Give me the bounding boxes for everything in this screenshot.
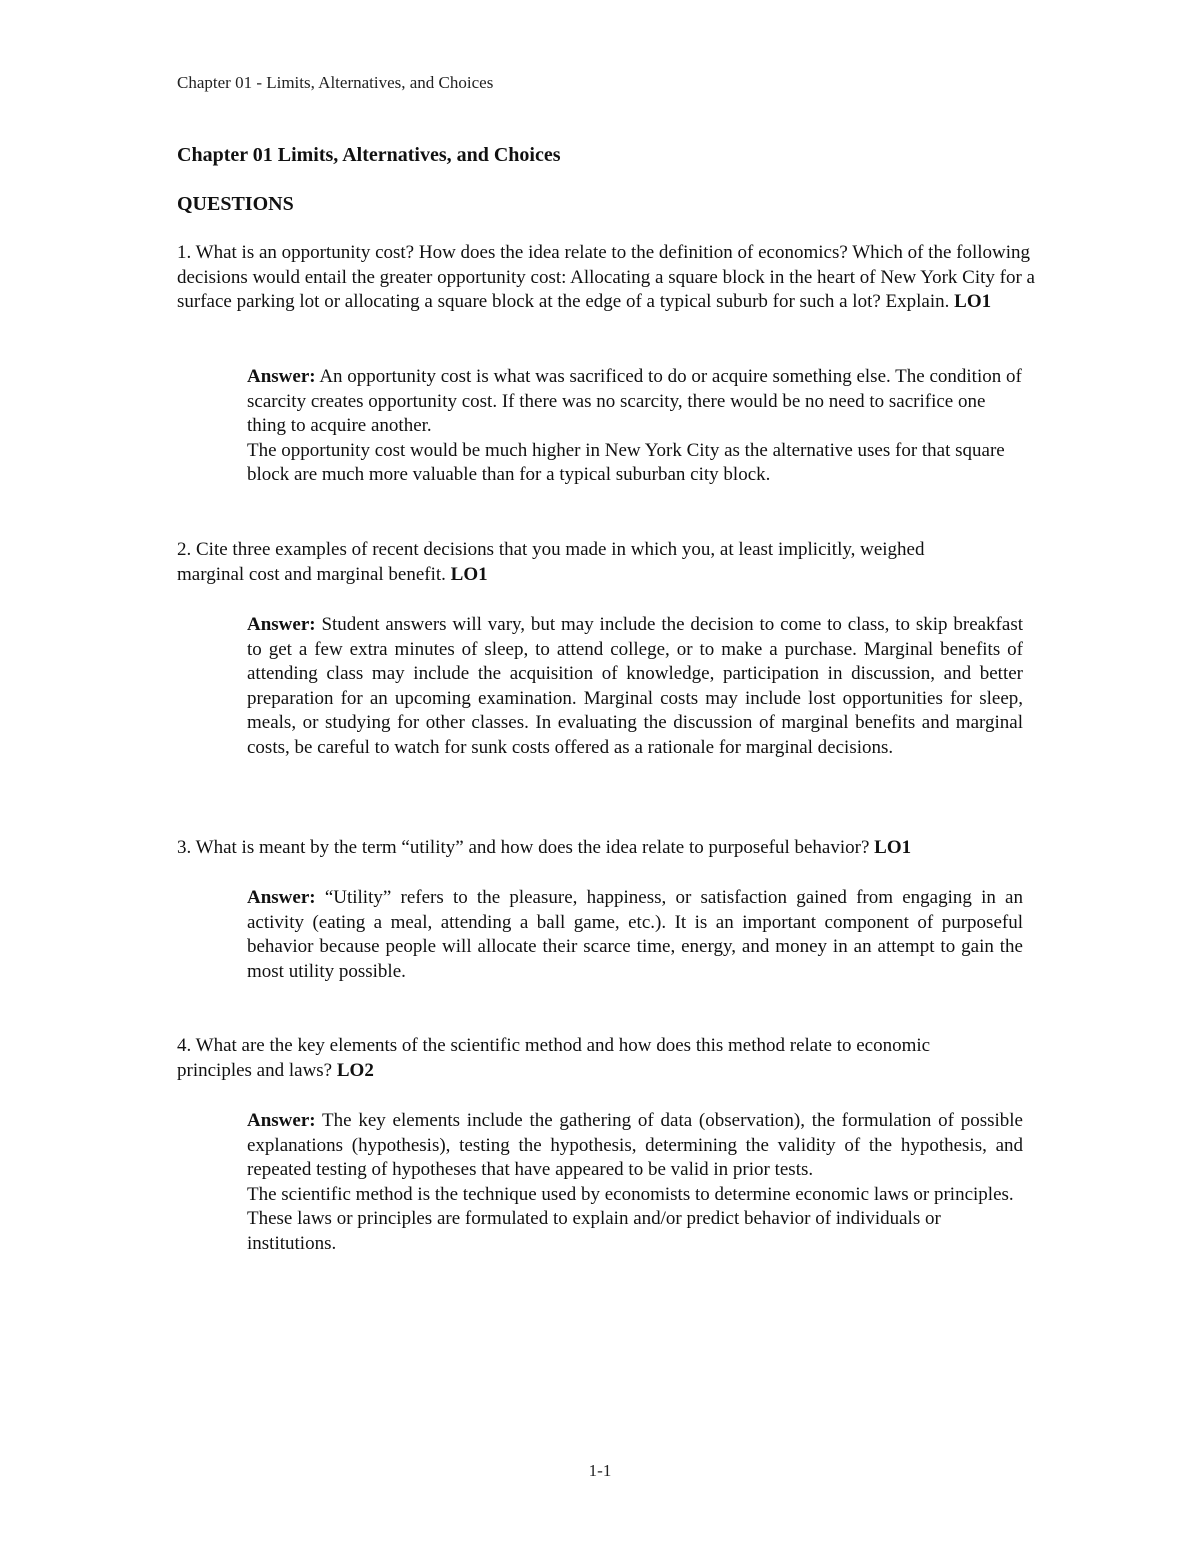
question-3 — [177, 836, 1037, 861]
answer-text: Student answers will vary, but may include the decision to come to class, to skip breakfast to get a few extra minutes of sleep, to attend college, or to make a purchase. Marginal benefits of attending class may include the acquisition of knowledge, participation in discussion, and better preparation for an upcoming examination. Marginal costs may include lost opportunities for sleep, meals, or studying for other classes. In evaluating the discussion of marginal benefits and marginal costs, be careful to watch for sunk costs offered as a rationale for marginal decisions. — [247, 614, 1023, 758]
learning-objective-tag: LO1 — [450, 563, 488, 585]
answer-text: “Utility” refers to the pleasure, happiness, or satisfaction gained from engaging in an activity (eating a meal, attending a ball game, etc.). It is an important component of purposeful behavior because people will allocate their scarce time, energy, and money in an attempt to gain the most utility possible. — [247, 887, 1023, 982]
question-text: 4. What are the key elements of the scientific method and how does this method relate to economic principles and laws? — [177, 1035, 931, 1081]
question-text: 3. What is meant by the term “utility” and how does the idea relate to purposeful behavior? — [177, 837, 870, 858]
answer-4 — [247, 1109, 1023, 1257]
answer-2 — [247, 613, 1023, 761]
answer-label: Answer: — [247, 887, 316, 908]
answer-text: The opportunity cost would be much higher in New York City as the alternative uses for that square block are much more valuable than for a typical suburban city block. — [247, 439, 1005, 486]
learning-objective-tag: LO1 — [874, 837, 912, 858]
answer-paragraph — [247, 886, 1023, 984]
answer-paragraph — [247, 1183, 1023, 1257]
answer-paragraph — [247, 365, 1023, 439]
running-header: Chapter 01 - Limits, Alternatives, and Choices — [177, 73, 494, 92]
learning-objective-tag: LO2 — [336, 1059, 374, 1081]
answer-1 — [247, 365, 1023, 488]
answer-label: Answer: — [247, 366, 316, 387]
answer-3 — [247, 886, 1023, 984]
page-number: 1-1 — [588, 1461, 612, 1480]
learning-objective-tag: LO1 — [954, 291, 992, 313]
answer-label: Answer: — [247, 614, 316, 635]
question-4 — [177, 1034, 977, 1083]
answer-text: The scientific method is the technique used by economists to determine economic laws or principles. These laws or principles are formulated to explain and/or predict behavior of individuals or institutions. — [247, 1183, 1014, 1254]
answer-text: An opportunity cost is what was sacrificed to do or acquire something else. The condition of scarcity creates opportunity cost. If there was no scarcity, there would be no need to sacrifice one thing to acquire another. — [247, 366, 1022, 437]
answer-paragraph — [247, 1109, 1023, 1183]
answer-text: The key elements include the gathering of data (observation), the formulation of possible explanations (hypothesis), testing the hypothesis, determining the validity of the hypothesis, and repeated testing of hypotheses that have appeared to be valid in prior tests. — [247, 1110, 1023, 1181]
chapter-title: Chapter 01 Limits, Alternatives, and Choices — [177, 144, 561, 166]
section-heading: QUESTIONS — [177, 193, 294, 215]
answer-label: Answer: — [247, 1110, 316, 1131]
answer-paragraph — [247, 613, 1023, 761]
question-text: 2. Cite three examples of recent decisions that you made in which you, at least implicitly, weighed marginal cost and marginal benefit. — [177, 539, 925, 585]
question-1 — [177, 241, 1037, 315]
question-text: 1. What is an opportunity cost? How does the idea relate to the definition of economics? Which of the following decisions would entail the greater opportunity cost: Allocating a square block in the heart of New York City for a surface parking lot or allocating a square block at the edge of a typical suburb for such a lot? Explain. — [177, 242, 1035, 313]
answer-paragraph — [247, 439, 1023, 488]
question-2 — [177, 538, 977, 587]
